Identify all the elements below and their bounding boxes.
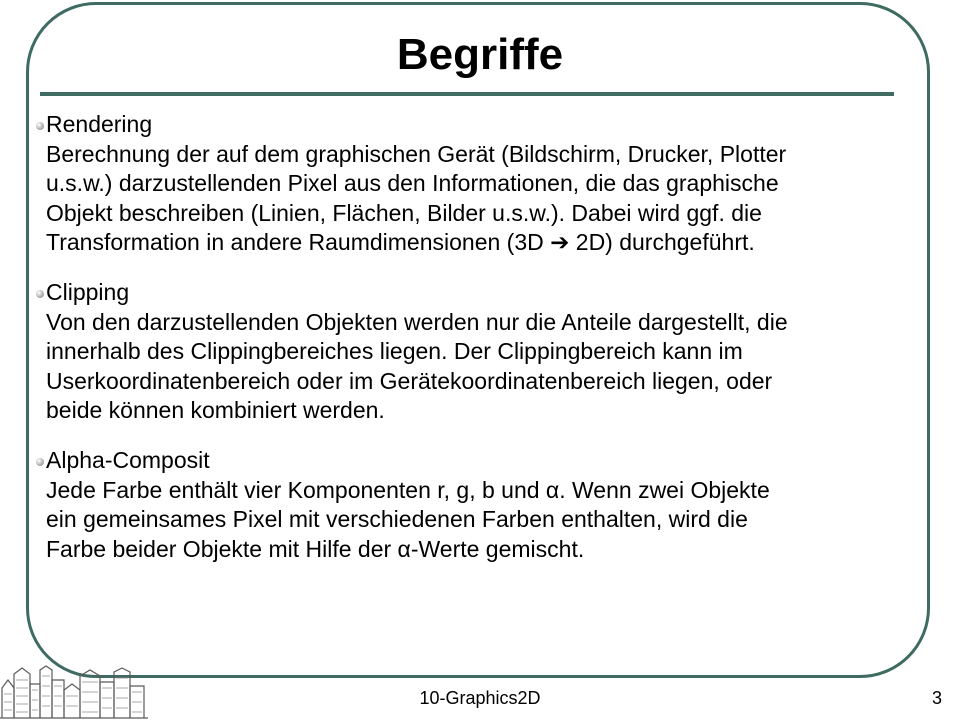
list-item-rendering <box>46 110 926 258</box>
item-body: Jede Farbe enthält vier Komponenten r, g, b und α. Wenn zwei Objekte ein gemeinsames Pixel mit verschiedenen Farben enthalten, wird die Farbe beider Objekte mit Hilfe der α-Werte gemischt. <box>46 476 770 562</box>
list-item-clipping <box>46 278 926 426</box>
title-underline <box>40 92 894 96</box>
item-body: Von den darzustellenden Objekten werden nur die Anteile dargestellt, die innerhalb des Clippingbereiches liegen. Der Clippingbereich kann im Userkoordinatenbereich oder im Gerätekoordinatenbereich liegen, oder beide können kombiniert werden. <box>46 308 788 423</box>
bullet-icon <box>36 122 44 130</box>
list-item-alpha-composit <box>46 446 926 564</box>
slide-title: Begriffe <box>396 30 564 79</box>
item-heading: Clipping <box>46 279 130 305</box>
bullet-icon <box>36 290 44 298</box>
item-heading: Alpha-Composit <box>46 447 210 473</box>
item-heading: Rendering <box>46 111 153 137</box>
footer-title: 10-Graphics2D <box>419 688 541 708</box>
page-number: 3 <box>931 688 942 708</box>
bullet-icon <box>36 458 44 466</box>
item-body: Berechnung der auf dem graphischen Gerät (Bildschirm, Drucker, Plotter u.s.w.) darzustellenden Pixel aus den Informationen, die das graphische Objekt beschreiben (Linien, Flächen, Bilder u.s.w.). Dabei wird ggf. die Transformation in andere Raumdimensionen (3D ➔ 2D) durchgeführt. <box>46 140 787 255</box>
